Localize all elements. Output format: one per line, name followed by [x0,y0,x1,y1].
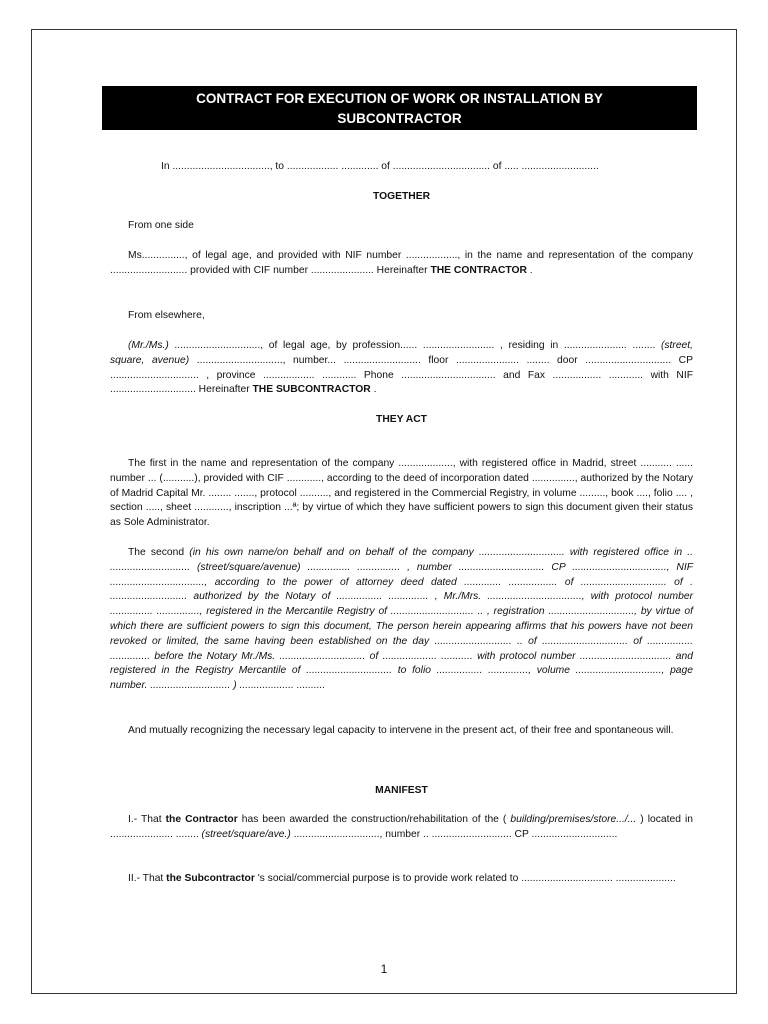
from-one-side: From one side [128,220,194,231]
manifest-1-street: (street/square/ave.) [201,828,291,840]
manifest-1-prefix: I.- That [128,814,166,825]
mutual-recognition-paragraph: And mutually recognizing the necessary legal capacity to intervene in the present act, of their free and spontaneous will. [128,725,674,736]
contractor-text: Ms..............., of legal age, and provided with NIF number .................., in the name and representation of the company ........................... provided with CIF number ...................... Hereinafter [110,250,693,276]
second-party-text: The second [128,547,190,558]
manifest-1-contractor: the Contractor [165,814,238,825]
heading-they-act: THEY ACT [376,414,427,425]
subcontractor-label: THE SUBCONTRACTOR [252,384,371,396]
contractor-paragraph [110,249,693,279]
manifest-1-building: building/premises/store.../... [510,814,637,825]
manifest-1-text: has been awarded the construction/rehabilitation of the ( [237,814,511,825]
manifest-item-2 [110,872,693,887]
manifest-1-number: .............................., number .. ............................ CP .............................. [290,828,618,840]
second-party-italic-text: (in his own name/on behalf and on behalf of the company .............................. with registered office in .. ............................ (street/square/avenue) ............... ............... , number .............................. CP ................................., NIF ................................., according to the power of attorney deed dated ............. ................. of .............................. of . ........................... authorized by the Notary of ................ .............. , Mr./Mrs. ................................., with protocol number ............... ..............., registered in the Mercantile Registry of ............................. .. , registration .............................., by virtue of which there are sufficient powers to sign this document, The person herein appearing affirms that his powers have not been revoked or limited, the same having been established on the day ........................... .. of .............................. of ................ .............. before the Notary Mr./Ms. .............................. of ................... ........... with protocol number ................................ and registered in the Registry Mercantile of .............................. to folio ................ .............., volume .............................., page number. ............................ ) ................... .......... [110,547,693,692]
manifest-2-prefix: II.- That [128,873,167,884]
manifest-1-located: ) located in ...................... ........ [110,814,694,840]
page-number: 1 [380,962,388,976]
title-line-2: SUBCONTRACTOR [337,111,462,126]
heading-together: TOGETHER [372,191,431,202]
second-party-paragraph [110,546,693,694]
place-date-line: In .................................., to .................. ............. of .................................. of ..... ........................... [161,161,599,172]
subcontractor-text-1: .............................., of legal age, by profession...... ......................... , residing in ...................... ........ [168,340,661,351]
manifest-item-1 [110,813,693,843]
street-label: (street, square, avenue) [110,340,693,366]
contractor-label: THE CONTRACTOR [430,264,527,276]
document-title [102,86,697,130]
subcontractor-text-2: .............................., number... ........................... floor ...................... ........ door .............................. CP ............................... , province .................. ............ Phone ................................. and Fax ................. ............ with NIF .............................. Hereinafter [110,354,693,396]
contractor-end: . [526,264,533,276]
manifest-2-subcontractor: the Subcontractor [166,873,255,884]
subcontractor-paragraph [110,339,693,398]
first-party-paragraph: The first in the name and representation of the company ..................., with registered office in Madrid, street ........... ...... number ... (...........), provided with CIF ............, according to the deed of incorporation dated ..............., authorized by the Notary of Madrid Capital Mr. ........ ......., protocol .........., and registered in the Commercial Registry, in volume ........., book ...., folio .... , section ....., sheet ............, inscription ...ª; by virtue of which they have sufficient powers to sign this document given their status as Sole Administrator. [110,458,693,529]
heading-manifest: MANIFEST [375,785,428,796]
manifest-2-text: 's social/commercial purpose is to provide work related to ................................ ..................... [254,873,676,884]
subcontractor-end: . [370,384,377,396]
mr-ms-label: (Mr./Ms.) [128,340,169,351]
from-elsewhere: From elsewhere, [128,310,205,321]
title-line-1: CONTRACT FOR EXECUTION OF WORK OR INSTALLATION BY [196,91,603,106]
